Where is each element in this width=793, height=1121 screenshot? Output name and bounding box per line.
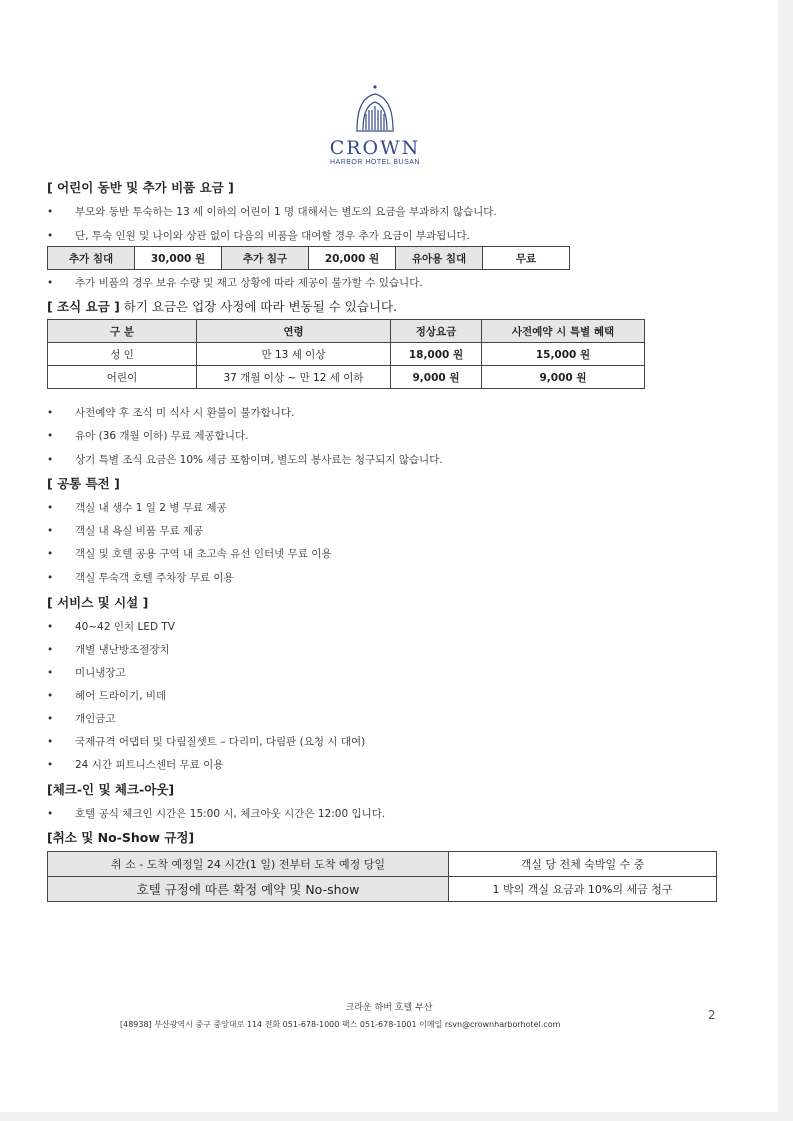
- section-title-benefits: [ 공통 특전 ]: [47, 476, 120, 491]
- bullet-text: 객실 투숙객 호텔 주차장 무료 이용: [75, 572, 234, 584]
- crown-icon: [353, 84, 397, 134]
- table-cell: 30,000 원: [135, 247, 222, 270]
- page-number: 2: [708, 1008, 716, 1022]
- bullet-text: 상기 특별 조식 요금은 10% 세금 포함이며, 별도의 봉사료는 청구되지 않습니다.: [75, 454, 443, 466]
- extra-items-table: [47, 246, 570, 270]
- logo-name: CROWN: [329, 137, 421, 159]
- bullet: • 상기 특별 조식 요금은 10% 세금 포함이며, 별도의 봉사료는 청구되지 않습니다.: [47, 454, 443, 466]
- bullet: • 개인금고: [47, 713, 116, 725]
- table-cell: 성 인: [48, 343, 197, 366]
- bullet-text: 객실 및 호텔 공용 구역 내 초고속 유선 인터넷 무료 이용: [75, 548, 332, 560]
- table-cell: 9,000 원: [482, 366, 645, 389]
- bullet: • 미니냉장고: [47, 667, 126, 679]
- bullet-text: 사전예약 후 조식 미 식사 시 환불이 불가합니다.: [75, 407, 295, 419]
- table-cell: 추가 침구: [222, 247, 309, 270]
- table-header: 정상요금: [391, 320, 482, 343]
- table-cell: 추가 침대: [48, 247, 135, 270]
- bullet-text: 개별 냉난방조절장치: [75, 644, 170, 656]
- table-cell: 만 13 세 이상: [197, 343, 391, 366]
- bullet: • 추가 비품의 경우 보유 수량 및 재고 상황에 따라 제공이 불가할 수 있습니다.: [47, 277, 423, 289]
- breakfast-table: [47, 319, 645, 389]
- bullet: • 부모와 동반 투숙하는 13 세 이하의 어린이 1 명 대해서는 별도의 요금을 부과하지 않습니다.: [47, 206, 497, 218]
- bullet-text: 추가 비품의 경우 보유 수량 및 재고 상황에 따라 제공이 불가할 수 있습니다.: [75, 277, 423, 289]
- bullet-text: 유아 (36 개월 이하) 무료 제공합니다.: [75, 430, 249, 442]
- bullet: • 객실 투숙객 호텔 주차장 무료 이용: [47, 572, 234, 584]
- table-cell: 무료: [483, 247, 570, 270]
- table-cell: 취 소 - 도착 예정일 24 시간(1 일) 전부터 도착 예정 당일: [48, 852, 449, 877]
- bullet-text: 미니냉장고: [75, 667, 126, 679]
- bullet-text: 40~42 인치 LED TV: [75, 621, 175, 633]
- bullet-text: 객실 내 욕실 비품 무료 제공: [75, 525, 204, 537]
- section-title-cancellation: [취소 및 No-Show 규정]: [47, 830, 195, 845]
- footer-hotel-name: 크라운 하버 호텔 부산: [345, 1003, 433, 1013]
- bullet: • 호텔 공식 체크인 시간은 15:00 시, 체크아웃 시간은 12:00 입니다.: [47, 808, 386, 820]
- table-cell: 37 개월 이상 ~ 만 12 세 이하: [197, 366, 391, 389]
- bullet: • 국제규격 어댑터 및 다림질셋트 – 다리미, 다림판 (요청 시 대여): [47, 736, 366, 748]
- bullet: • 40~42 인치 LED TV: [47, 621, 175, 633]
- crown-logo: [320, 84, 430, 166]
- table-header: 사전예약 시 특별 혜택: [482, 320, 645, 343]
- table-cell: 9,000 원: [391, 366, 482, 389]
- bullet: • 사전예약 후 조식 미 식사 시 환불이 불가합니다.: [47, 407, 295, 419]
- table-cell: 객실 당 전체 숙박일 수 중: [449, 852, 717, 877]
- cancellation-table: [47, 851, 717, 902]
- section-title-children: [ 어린이 동반 및 추가 비품 요금 ]: [47, 180, 234, 195]
- table-row: [48, 366, 645, 389]
- table-row: [48, 343, 645, 366]
- bullet: • 객실 내 욕실 비품 무료 제공: [47, 525, 204, 537]
- bullet-text: 호텔 공식 체크인 시간은 15:00 시, 체크아웃 시간은 12:00 입니다.: [75, 808, 386, 820]
- table-cell: 15,000 원: [482, 343, 645, 366]
- bullet-text: 부모와 동반 투숙하는 13 세 이하의 어린이 1 명 대해서는 별도의 요금을 부과하지 않습니다.: [75, 206, 497, 218]
- section-title-services: [ 서비스 및 시설 ]: [47, 595, 149, 610]
- table-cell: 유아용 침대: [396, 247, 483, 270]
- bullet-text: 객실 내 생수 1 일 2 병 무료 제공: [75, 502, 227, 514]
- table-header: 연령: [197, 320, 391, 343]
- bullet: • 24 시간 피트니스센터 무료 이용: [47, 759, 224, 771]
- bullet: • 객실 및 호텔 공용 구역 내 초고속 유선 인터넷 무료 이용: [47, 548, 332, 560]
- bullet-text: 국제규격 어댑터 및 다림질셋트 – 다리미, 다림판 (요청 시 대여): [75, 736, 366, 748]
- bullet-text: 개인금고: [75, 713, 116, 725]
- footer-address: [48938] 부산광역시 중구 중앙대로 114 전화 051-678-1000 팩스 051-678-1001 이메일 rsvn@crownharborhotel.com: [120, 1020, 561, 1029]
- section-note: 하기 요금은 업장 사정에 따라 변동될 수 있습니다.: [119, 299, 398, 314]
- table-header-row: [48, 320, 645, 343]
- bullet-text: 단, 투숙 인원 및 나이와 상관 없이 다음의 비품을 대여할 경우 추가 요금이 부과됩니다.: [75, 230, 470, 242]
- logo-subtitle: HARBOR HOTEL BUSAN: [329, 159, 421, 166]
- bullet-text: 헤어 드라이기, 비데: [75, 690, 167, 702]
- table-cell: 1 박의 객실 요금과 10%의 세금 청구: [449, 877, 717, 902]
- bullet: • 객실 내 생수 1 일 2 병 무료 제공: [47, 502, 227, 514]
- bullet: • 단, 투숙 인원 및 나이와 상관 없이 다음의 비품을 대여할 경우 추가 요금이 부과됩니다.: [47, 230, 470, 242]
- table-cell: 18,000 원: [391, 343, 482, 366]
- bullet-text: 24 시간 피트니스센터 무료 이용: [75, 759, 224, 771]
- table-cell: 호텔 규정에 따른 확정 예약 및 No-show: [48, 877, 449, 902]
- table-cell: 어린이: [48, 366, 197, 389]
- section-title-breakfast: [47, 297, 397, 315]
- table-cell: 20,000 원: [309, 247, 396, 270]
- section-title-checkin: [체크-인 및 체크-아웃]: [47, 782, 175, 797]
- table-row: [48, 877, 717, 902]
- table-header: 구 분: [48, 320, 197, 343]
- bullet: • 헤어 드라이기, 비데: [47, 690, 167, 702]
- section-title-text: [ 조식 요금 ]: [47, 299, 120, 314]
- bullet: • 유아 (36 개월 이하) 무료 제공합니다.: [47, 430, 249, 442]
- bullet: • 개별 냉난방조절장치: [47, 644, 170, 656]
- table-row: [48, 852, 717, 877]
